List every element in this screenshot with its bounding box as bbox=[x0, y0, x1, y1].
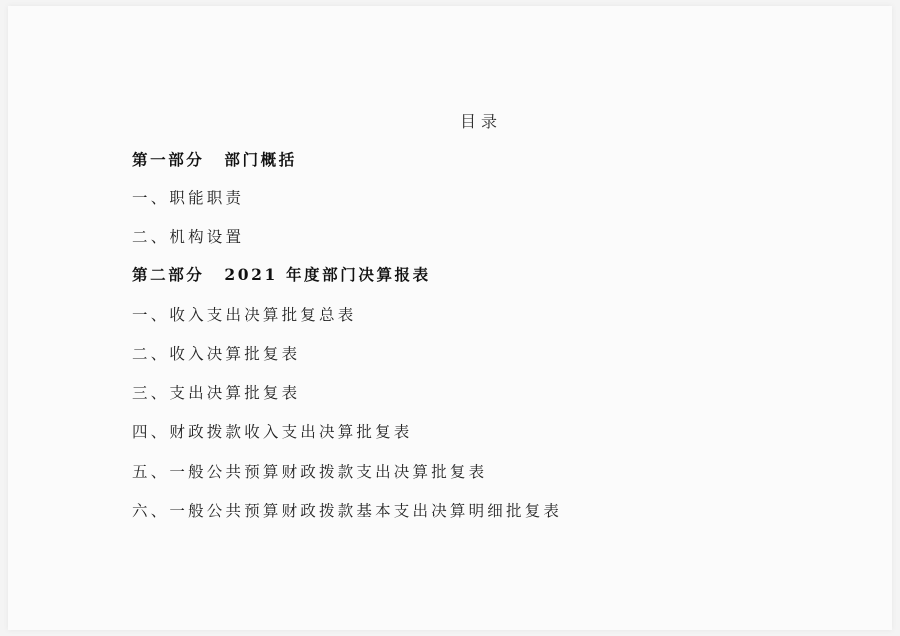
toc-item-fiscal-appropriation: 四、财政拨款收入支出决算批复表 bbox=[132, 423, 413, 441]
toc-item-expense: 三、支出决算批复表 bbox=[132, 384, 301, 402]
toc-item-income-expense-summary: 一、收入支出决算批复总表 bbox=[132, 306, 357, 324]
toc-item-income: 二、收入决算批复表 bbox=[132, 345, 301, 363]
part2-heading bbox=[132, 263, 431, 285]
toc-title: 目录 bbox=[460, 112, 503, 131]
part1-heading bbox=[132, 148, 297, 170]
part1-label: 第一部分 bbox=[132, 150, 205, 169]
scanned-page bbox=[8, 6, 892, 630]
part2-title: 2021 年度部门决算报表 bbox=[224, 265, 431, 284]
toc-item-general-budget-expense: 五、一般公共预算财政拨款支出决算批复表 bbox=[132, 463, 488, 481]
part2-label: 第二部分 bbox=[132, 265, 205, 284]
toc-item-responsibilities: 一、职能职责 bbox=[132, 189, 245, 207]
toc-item-general-budget-basic-detail: 六、一般公共预算财政拨款基本支出决算明细批复表 bbox=[132, 502, 563, 520]
part1-title: 部门概括 bbox=[224, 150, 297, 169]
toc-item-organization: 二、机构设置 bbox=[132, 228, 245, 246]
